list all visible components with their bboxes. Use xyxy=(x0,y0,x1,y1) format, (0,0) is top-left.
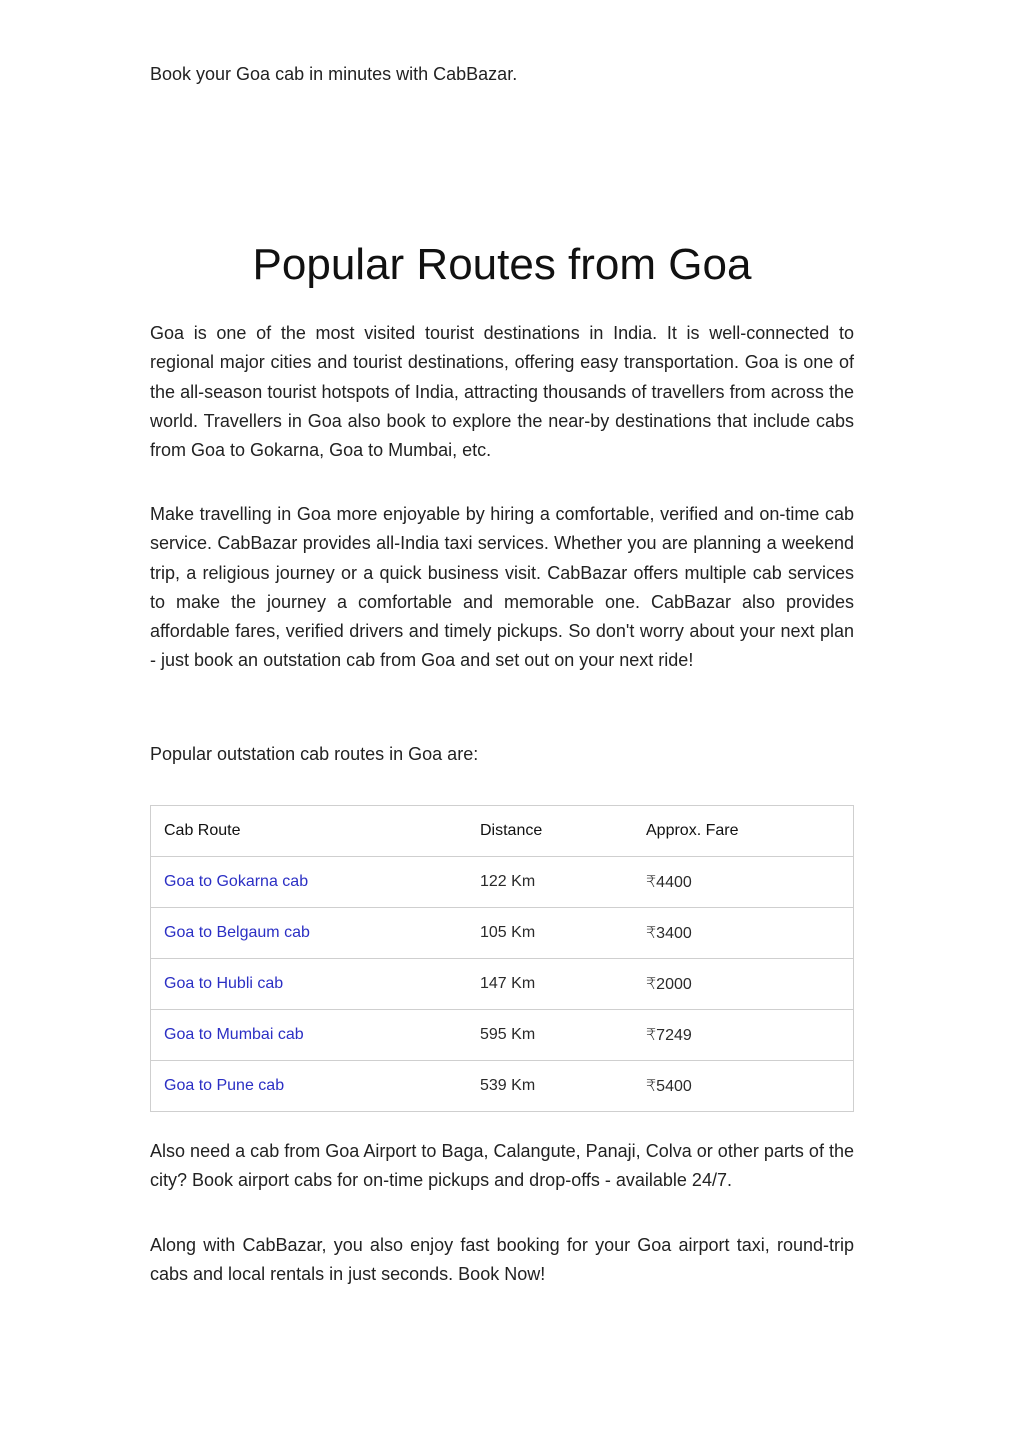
distance-cell: 105 Km xyxy=(467,908,633,959)
distance-cell: 539 Km xyxy=(467,1061,633,1112)
page-title: Popular Routes from Goa xyxy=(252,240,752,289)
header-cab-route: Cab Route xyxy=(151,806,468,857)
fare-cell: ₹7249 xyxy=(633,1010,854,1061)
route-link-belgaum[interactable]: Goa to Belgaum cab xyxy=(164,924,310,941)
table-row xyxy=(151,1061,854,1112)
paragraph-book-now: Along with CabBazar, you also enjoy fast booking for your Goa airport taxi, round-trip cabs and local rentals in just seconds. Book Now! xyxy=(150,1235,854,1285)
routes-table xyxy=(150,805,854,1112)
table-row xyxy=(151,857,854,908)
route-cell xyxy=(151,1061,468,1112)
distance-cell: 147 Km xyxy=(467,959,633,1010)
fare-cell: ₹3400 xyxy=(633,908,854,959)
distance-cell: 122 Km xyxy=(467,857,633,908)
fare-cell: ₹5400 xyxy=(633,1061,854,1112)
paragraph-airport-cabs: Also need a cab from Goa Airport to Baga, Calangute, Panaji, Colva or other parts of the city? Book airport cabs for on-time pickups and drop-offs - available 24/7. xyxy=(150,1141,854,1191)
fare-cell: ₹2000 xyxy=(633,959,854,1010)
distance-cell: 595 Km xyxy=(467,1010,633,1061)
paragraph-about-goa: Goa is one of the most visited tourist destinations in India. It is well-connected to regional major cities and tourist destinations, offering easy transportation. Goa is one of the all-season tourist hotspots of India, attracting thousands of travellers from across the world. Travellers in Goa also book to explore the near-by destinations that include cabs from Goa to Gokarna, Goa to Mumbai, etc. xyxy=(150,323,854,461)
header-distance: Distance xyxy=(467,806,633,857)
route-cell xyxy=(151,908,468,959)
route-link-pune[interactable]: Goa to Pune cab xyxy=(164,1077,285,1094)
route-cell xyxy=(151,959,468,1010)
table-row xyxy=(151,908,854,959)
route-cell xyxy=(151,857,468,908)
table-row xyxy=(151,959,854,1010)
intro-text: Book your Goa cab in minutes with CabBazar. xyxy=(150,64,518,84)
paragraph-cab-service: Make travelling in Goa more enjoyable by hiring a comfortable, verified and on-time cab service. CabBazar provides all-India taxi services. Whether you are planning a weekend trip, a religious journey or a quick business visit. CabBazar offers multiple cab services to make the journey a comfortable and memorable one. CabBazar also provides affordable fares, verified drivers and timely pickups. So don't worry about your next plan - just book an outstation cab from Goa and set out on your next ride! xyxy=(150,504,854,671)
fare-cell: ₹4400 xyxy=(633,857,854,908)
table-row xyxy=(151,1010,854,1061)
route-link-mumbai[interactable]: Goa to Mumbai cab xyxy=(164,1026,304,1043)
paragraph-routes-intro: Popular outstation cab routes in Goa are: xyxy=(150,744,479,764)
table-header-row xyxy=(151,806,854,857)
route-link-gokarna[interactable]: Goa to Gokarna cab xyxy=(164,873,309,890)
route-cell xyxy=(151,1010,468,1061)
header-approx-fare: Approx. Fare xyxy=(633,806,854,857)
route-link-hubli[interactable]: Goa to Hubli cab xyxy=(164,975,284,992)
